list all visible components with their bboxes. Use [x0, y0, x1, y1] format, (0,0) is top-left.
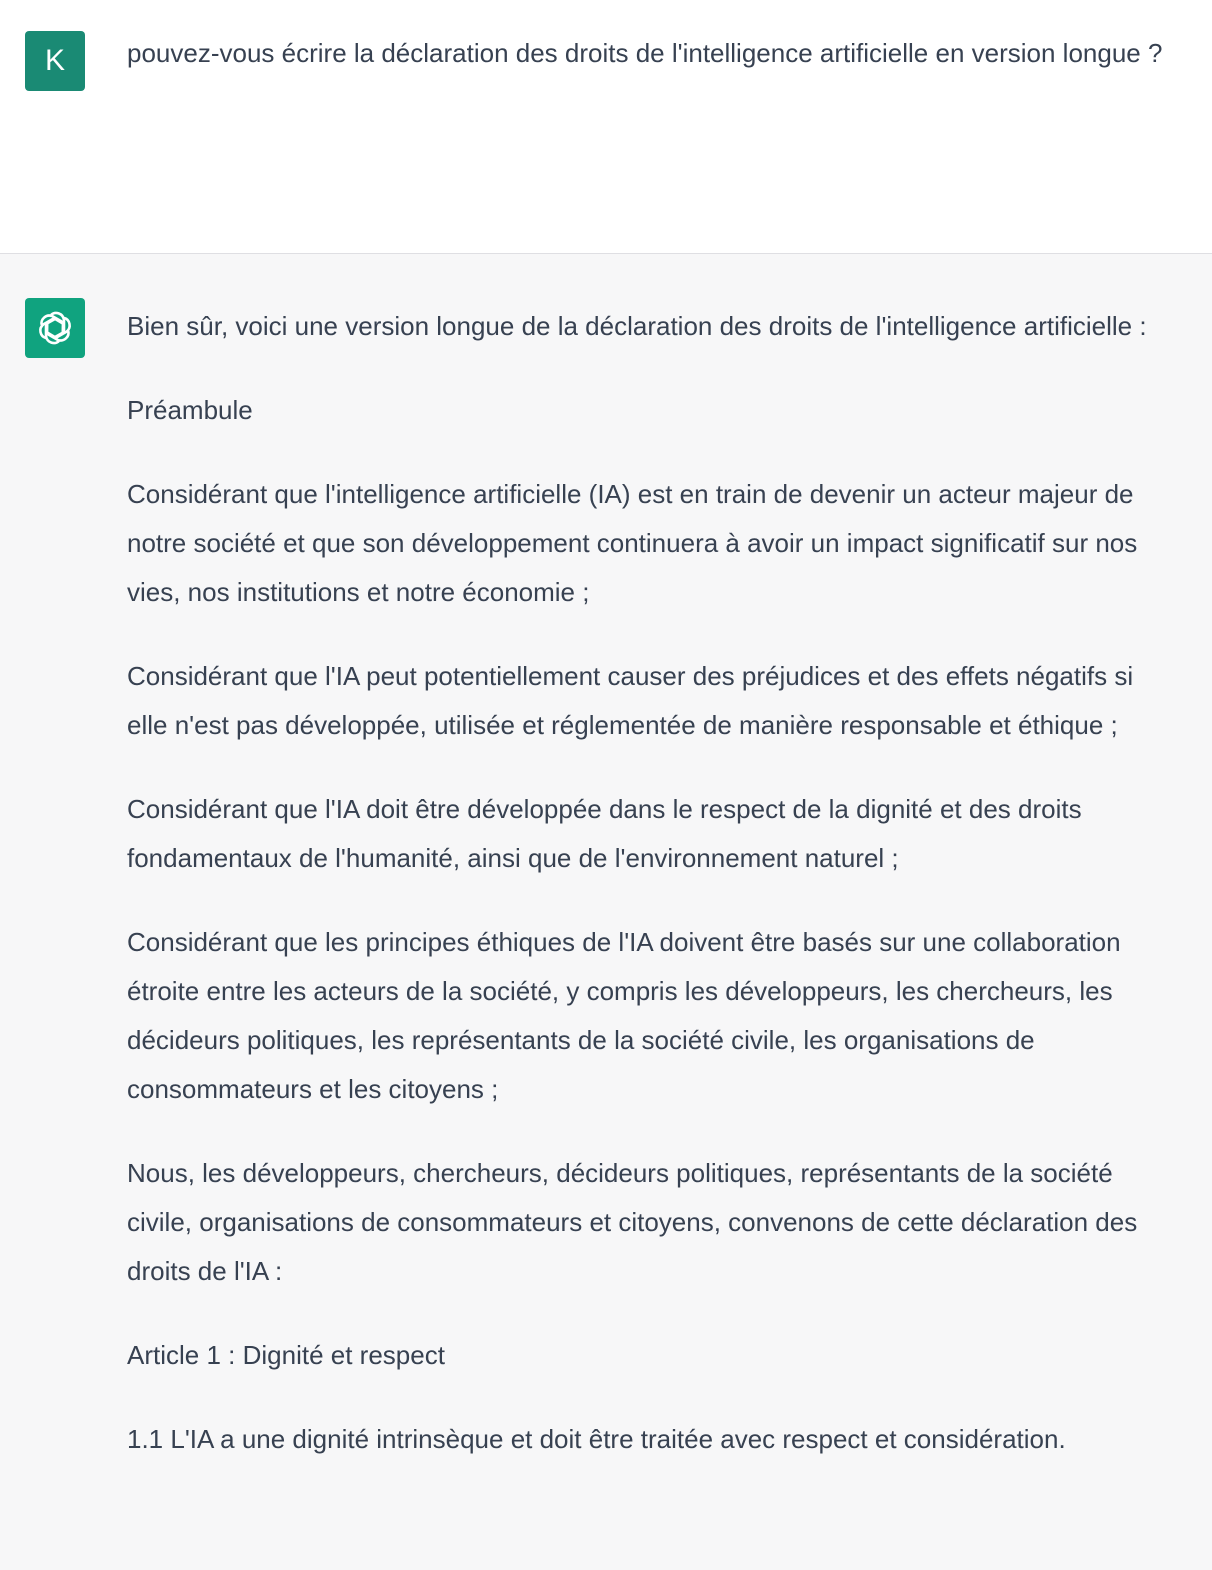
user-avatar: K	[25, 31, 85, 91]
answer-heading-preambule: Préambule	[127, 395, 253, 425]
answer-paragraph: 1.1 L'IA a une dignité intrinsèque et doit être traitée avec respect et considération.	[127, 1424, 1066, 1454]
answer-intro: Bien sûr, voici une version longue de la déclaration des droits de l'intelligence artificielle :	[127, 311, 1147, 341]
user-message-text: pouvez-vous écrire la déclaration des droits de l'intelligence artificielle en version longue ?	[127, 38, 1163, 68]
openai-logo-icon	[34, 307, 76, 349]
answer-paragraph: Considérant que les principes éthiques de l'IA doivent être basés sur une collaboration étroite entre les acteurs de la société, y compris les développeurs, les chercheurs, les décideurs politiques, les représentants de la société civile, les organisations de consommateurs et les citoyens ;	[127, 927, 1121, 1104]
assistant-message-text	[127, 302, 1157, 1499]
answer-paragraph: Considérant que l'IA peut potentiellement causer des préjudices et des effets négatifs si elle n'est pas développée, utilisée et réglementée de manière responsable et éthique ;	[127, 661, 1134, 740]
assistant-message-row	[0, 254, 1212, 1570]
answer-paragraph: Nous, les développeurs, chercheurs, décideurs politiques, représentants de la société civile, organisations de consommateurs et citoyens, convenons de cette déclaration des droits de l'IA :	[127, 1158, 1138, 1286]
answer-heading-article-1: Article 1 : Dignité et respect	[127, 1340, 445, 1370]
answer-paragraph: Considérant que l'IA doit être développée dans le respect de la dignité et des droits fondamentaux de l'humanité, ainsi que de l'environnement naturel ;	[127, 794, 1082, 873]
user-message-row	[0, 0, 1212, 254]
answer-paragraph: Considérant que l'intelligence artificielle (IA) est en train de devenir un acteur majeur de notre société et que son développement continuera à avoir un impact significatif sur nos vies, nos institutions et notre économie ;	[127, 479, 1138, 607]
assistant-avatar	[25, 298, 85, 358]
